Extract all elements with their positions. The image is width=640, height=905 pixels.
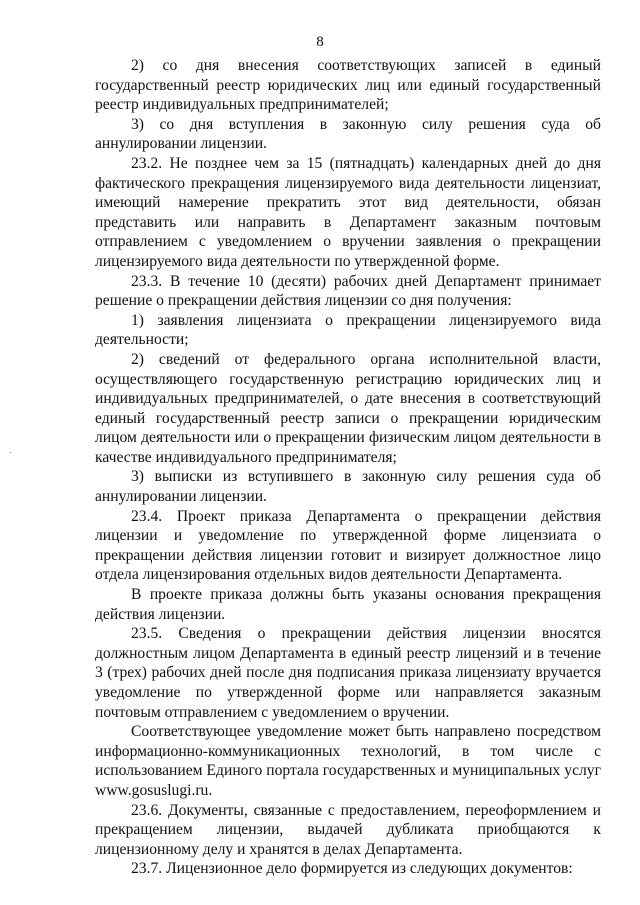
- paragraph-23-5: 23.5. Сведения о прекращении действия лицензии вносятся должностным лицом Департамента в единый реестр лицензий и в течение 3 (трех) рабочих дней после дня подписания приказа лицензиату вручается уведомление по утвержденной форме или направляется заказным почтовым отправлением с уведомлением о вручении.: [95, 625, 601, 721]
- paragraph-23-3-item-3: 3) выписки из вступившего в законную силу решения суда об аннулировании лицензии.: [95, 468, 601, 506]
- paragraph-23-4: 23.4. Проект приказа Департамента о прекращении действия лицензии и уведомление по утвержденной форме лицензиата о прекращении действия лицензии готовит и визирует должностное лицо отдела лицензирования отдельных видов деятельности Департамента.: [95, 507, 601, 584]
- paragraph-23-3-item-1: 1) заявления лицензиата о прекращении лицензируемого вида деятельности;: [95, 311, 601, 349]
- paragraph-item-3-court: 3) со дня вступления в законную силу решения суда об аннулировании лицензии.: [95, 115, 601, 153]
- paragraph-23-6: 23.6. Документы, связанные с предоставлением, переоформлением и прекращением лицензии, выдачей дубликата приобщаются к лицензионному делу и хранятся в делах Департамента.: [95, 801, 601, 858]
- paragraph-23-3-item-2: 2) сведений от федерального органа исполнительной власти, осуществляющего государственную регистрацию юридических лиц и индивидуальных предпринимателей, о дате внесения в соответствующий единый государственный реестр записи о прекращении юридическим лицом деятельности или о прекращении физическим лицом деятельности в качестве индивидуального предпринимателя;: [95, 350, 601, 466]
- paragraph-23-7: 23.7. Лицензионное дело формируется из следующих документов:: [131, 860, 573, 878]
- paragraph-23-3: 23.3. В течение 10 (десяти) рабочих дней Департамент принимает решение о прекращении действия лицензии со дня получения:: [95, 272, 601, 310]
- document-body: [95, 56, 601, 879]
- paragraph-23-5-notice: Соответствующее уведомление может быть направлено посредством информационно-коммуникационных технологий, в том числе с использованием Единого портала государственных и муниципальных услуг www.gosuslugi.ru.: [95, 723, 601, 799]
- scan-speck: [10, 452, 11, 453]
- paragraph-23-4-grounds: В проекте приказа должны быть указаны основания прекращения действия лицензии.: [95, 586, 601, 623]
- paragraph-item-2-registry: 2) со дня внесения соответствующих записей в единый государственный реестр юридических лиц или единый государственный реестр индивидуальных предпринимателей;: [95, 57, 601, 114]
- paragraph-23-2: 23.2. Не позднее чем за 15 (пятнадцать) календарных дней до дня фактического прекращения лицензируемого вида деятельности лицензиат, имеющий намерение прекратить этот вид деятельности, обязан представить или направить в Департамент заказным почтовым отправлением с уведомлением о вручении заявления о прекращении лицензируемого вида деятельности по утвержденной форме.: [95, 154, 601, 270]
- page-number: 8: [316, 34, 324, 50]
